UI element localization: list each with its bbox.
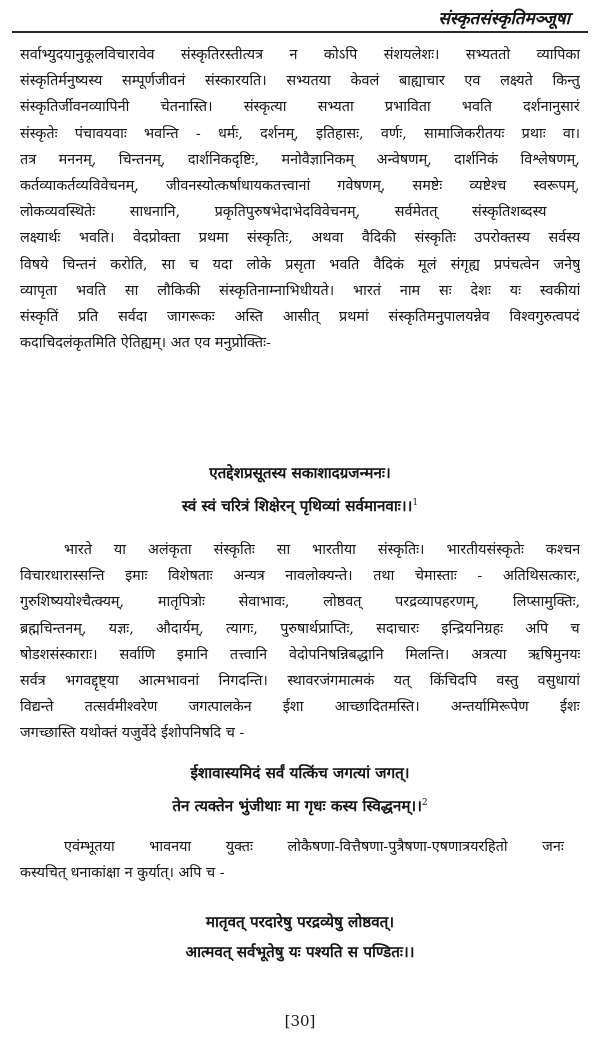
verse-3-line-2: आत्मवत् सर्वभूतेषु यः पश्यति स पण्डितः।। [185, 943, 415, 961]
text-line: लक्ष्यार्थः भवति। वेदप्रोक्ता प्रथमा संस्कृतिः, अथवा वैदिकी संस्कृतिः उपरोक्तस्य सर्वस्य [20, 230, 580, 247]
paragraph-2 [20, 537, 580, 747]
running-header-title: संस्कृतसंस्कृतिमञ्जूषा [438, 9, 570, 29]
text-line: जगच्छास्ति यथोक्तं यजुर्वेदे ईशोपनिषदि च - [20, 725, 245, 742]
text-line: सर्वत्र भगवद्दृष्ट्या आत्मभावनां निगदन्ति। स्थावरजंगमात्मकं यत् किंचिदपि वस्तु वसुधायां [20, 673, 580, 690]
text-line: षोडशसंस्काराः। सर्वाणि इमानि तत्त्वानि वेदोपनिषन्निबद्धानि मिलन्ति। अत्रत्या ऋषिमुनयः [20, 646, 580, 663]
text-line: विचारधारास्सन्ति इमाः विशेषताः अन्यत्र नावलोक्यन्ते। तथा चेमास्ताः - अतिथिसत्कारः, [20, 568, 580, 585]
text-line: ब्रह्मचिन्तनम्, यज्ञः, औदार्यम्, त्यागः, पुरुषार्थप्राप्तिः, सदाचारः इन्द्रियनिग्रहः अपि च [20, 620, 580, 637]
text-line: लोकव्यवस्थितेः साधनानि, प्रकृतिपुरुषभेदाभेदविवेचनम्, सर्वमेतत् संस्कृतिशब्दस्य [20, 204, 547, 221]
text-line: कस्यचित् धनाकांक्षा न कुर्यात्। अपि च - [20, 865, 225, 882]
verse-2 [20, 758, 580, 821]
verse-2-line-2-text: तेन त्यक्तेन भुंजीथाः मा गृधः कस्य स्विद्धनम्।। [172, 797, 422, 816]
verse-3-line-1: मातृवत् परदारेषु परद्रव्येषु लोष्ठवत्। [205, 913, 395, 931]
text-line: विषये चिन्तनं करोति, सा च यदा लोके प्रसृता भवति वैदिकं मूलं संगृह्य प्रपंचत्वेन जनेषु [20, 256, 580, 273]
verse-2-line-1: ईशावास्यमिदं सर्वं यत्किंच जगत्यां जगत्। [190, 764, 410, 782]
text-line: तत्र मननम्, चिन्तनम्, दार्शनिकदृष्टिः, मनोवैज्ञानिकम् अन्वेषणम्, दार्शनिकं विश्लेषणम्, [20, 151, 580, 168]
paragraph-1 [20, 42, 580, 356]
text-line: कदाचिदलंकृतमिति ऐतिह्यम्। अत एव मनुप्रोक्तिः- [20, 335, 271, 352]
footnote-ref-1: 1 [412, 498, 419, 508]
paragraph-3 [20, 834, 580, 886]
verse-3 [20, 907, 580, 967]
verse-2-line-2 [20, 788, 580, 821]
text-line: व्यापृता भवति सा लौकिकी संस्कृतिनाम्नाभिधीयते। भारतं नाम सः देशः यः स्वकीयां [20, 282, 580, 299]
text-line: कर्तव्याकर्तव्यविवेचनम्, जीवनस्योत्कर्षाधायकतत्त्वानां गवेषणम्, समष्टेः व्यष्टेश्च स्वरूपम्, [20, 178, 580, 195]
text-line: संस्कृतिर्जीवनव्यापिनी चेतनास्ति। संस्कृत्या सभ्यता प्रभाविता भवति दर्शनानुसारं [20, 99, 580, 116]
verse-1-line-2 [20, 488, 580, 521]
verse-1-line-2-text: स्वं स्वं चरित्रं शिक्षेरन् पृथिव्यां सर्वमानवाः।। [181, 497, 413, 516]
text-line: संस्कृतेः पंचावयवाः भवन्ति - धर्मः, दर्शनम्, इतिहासः, वर्णः, सामाजिकरीतयः प्रथाः वा। [20, 125, 580, 142]
text-line: एवंम्भूतया भावनया युक्तः लोकैषणा-वित्तैषणा-पुत्रैषणा-एषणात्रयरहितो जनः [64, 839, 564, 855]
header-rule [12, 31, 588, 33]
text-line: संस्कृतिं प्रति सर्वदा जागरूकः अस्ति आसीत् प्रथमां संस्कृतिमनुपालयन्नेव विश्वगुरुत्वपदं [20, 309, 580, 326]
footnote-ref-2: 2 [421, 798, 428, 808]
text-line: भारते या अलंकृता संस्कृतिः सा भारतीया संस्कृतिः। भारतीयसंस्कृतेः कश्चन [64, 542, 580, 558]
verse-1-line-1: एतद्देशप्रसूतस्य सकाशादग्रजन्मनः। [209, 464, 391, 482]
text-line: गुरुशिष्ययोश्चैत्क्यम्, मातृपित्रोः सेवाभावः, लोष्ठवत् परद्रव्यापहरणम्, लिप्सामुक्तिः, [20, 594, 580, 611]
text-line: संस्कृतिर्मनुष्यस्य सम्पूर्णजीवनं संस्कारयति। सभ्यतया केवलं बाह्याचार एव लक्ष्यते किन्तु [20, 73, 580, 90]
text-line: सर्वाभ्युदयानुकूलविचारावेव संस्कृतिरस्तीत्यत्र न कोऽपि संशयलेशः। सभ्यततो व्यापिका [20, 47, 580, 63]
page-number: [30] [284, 1012, 316, 1030]
text-line: विद्यन्ते तत्सर्वमीश्वरेण जगत्पालकेन ईशा आच्छादितमस्ति। अन्तर्यामिरूपेण ईशः [20, 699, 580, 716]
verse-1 [20, 458, 580, 521]
